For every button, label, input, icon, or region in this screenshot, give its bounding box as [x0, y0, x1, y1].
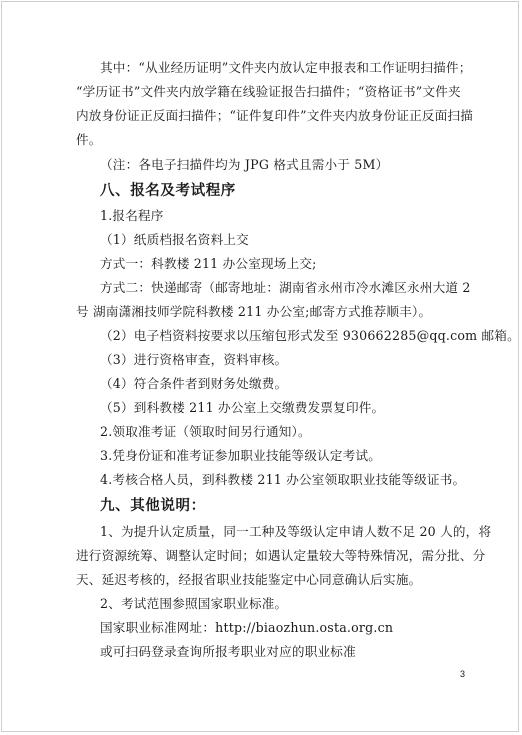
item-3-exam: 3.凭身份证和准考证参加职业技能等级认定考试。	[100, 448, 382, 463]
item-4-certificate: 4.考核合格人员，到科教楼 211 办公室领取职业技能等级证书。	[100, 472, 466, 487]
registration-procedure-title: 1.报名程序	[100, 208, 164, 223]
other-notes-para-1-line-3: 天、延迟考核的，经报省职业技能鉴定中心同意确认后实施。	[76, 572, 422, 587]
section-9-heading: 九、其他说明：	[100, 498, 206, 514]
page-number: 3	[460, 669, 466, 679]
paragraph-1-line-4: 件。	[76, 132, 102, 147]
document-page	[1, 1, 519, 732]
method-1-onsite: 方式一：科教楼 211 办公室现场上交;	[100, 256, 317, 271]
step-3-qualification-review: （3）进行资格审查，资料审核。	[100, 352, 288, 367]
qr-code-instruction: 或可扫码登录查询所报考职业对应的职业标准	[100, 644, 356, 659]
paragraph-1-line-2: “学历证书”文件夹内放学籍在线验证报告扫描件；“资格证书”文件夹	[76, 84, 461, 99]
step-1-paper-materials: （1）纸质档报名资料上交	[100, 232, 249, 247]
paragraph-1-line-1: 其中：“从业经历证明”文件夹内放认定申报表和工作证明扫描件；	[100, 60, 472, 75]
step-4-payment: （4）符合条件者到财务处缴费。	[100, 376, 288, 391]
other-notes-para-1-line-2: 进行资源统筹、调整认定时间；如遇认定量较大等特殊情况，需分批、分	[76, 548, 486, 563]
other-notes-para-2: 2、考试范围参照国家职业标准。	[100, 596, 288, 611]
step-5-invoice-copy: （5）到科教楼 211 办公室上交缴费发票复印件。	[100, 400, 385, 415]
method-2-mail-line-1: 方式二：快递邮寄（邮寄地址：湖南省永州市冷水滩区永州大道 2	[100, 280, 471, 295]
item-2-admission-ticket: 2.领取准考证（领取时间另行通知）。	[100, 424, 311, 439]
standards-website-line: 国家职业标准网址：http://biaozhun.osta.org.cn	[100, 620, 394, 635]
step-2-electronic-materials: （2）电子档资料按要求以压缩包形式发至 930662285@qq.com 邮箱。	[100, 328, 520, 343]
section-8-heading: 八、报名及考试程序	[100, 183, 236, 199]
method-2-mail-line-2: 号 湖南潇湘技师学院科教楼 211 办公室;邮寄方式推荐顺丰）。	[76, 304, 432, 319]
file-format-note: （注：各电子扫描件均为 JPG 格式且需小于 5M）	[100, 157, 389, 172]
other-notes-para-1-line-1: 1、为提升认定质量，同一工种及等级认定申请人数不足 20 人的，将	[100, 524, 492, 539]
paragraph-1-line-3: 内放身份证正反面扫描件；“证件复印件”文件夹内放身份证正反面扫描	[76, 108, 474, 123]
